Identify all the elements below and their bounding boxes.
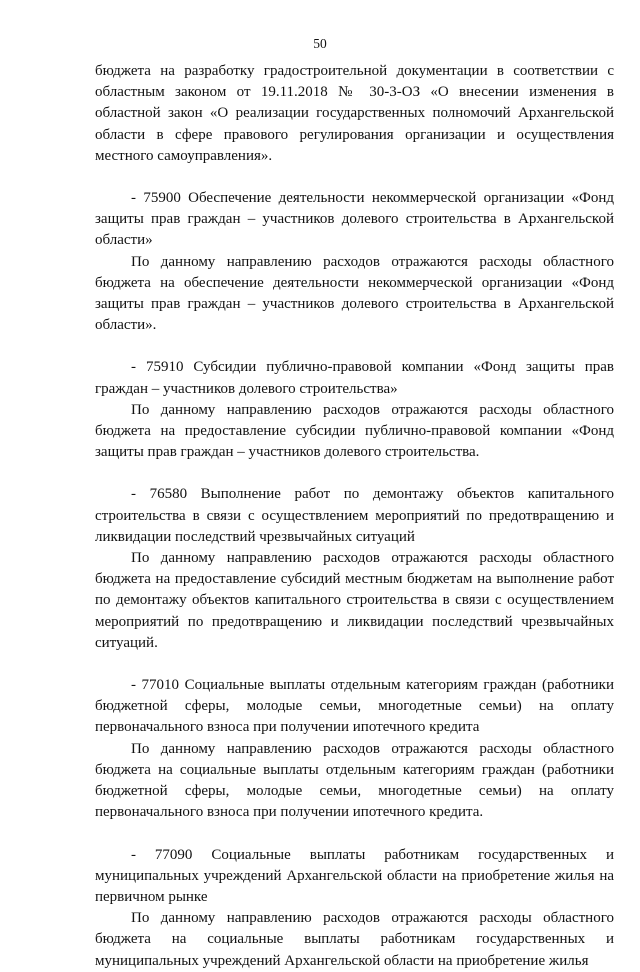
paragraph-75910: По данному направлению расходов отражаются расходы областного бюджета на предоставление субсидии публично-правовой компании «Фонд защиты прав граждан – участников долевого строительства. <box>95 401 614 461</box>
paragraph-75900: По данному направлению расходов отражаются расходы областного бюджета на обеспечение деятельности некоммерческой организации «Фонд защиты прав граждан – участников долевого строительства в Архангельской области». <box>95 253 614 334</box>
paragraph-gap <box>95 654 614 675</box>
paragraph-gap <box>95 463 614 484</box>
paragraph-gap <box>95 167 614 188</box>
page-number: 50 <box>313 36 327 51</box>
document-body <box>95 61 614 972</box>
heading-77010: - 77010 Социальные выплаты отдельным категориям граждан (работники бюджетной сферы, молодые семьи, многодетные семьи) на оплату первоначального взноса при получении ипотечного кредита <box>95 677 614 736</box>
paragraph-gap <box>95 336 614 357</box>
paragraph-77010: По данному направлению расходов отражаются расходы областного бюджета на социальные выплаты отдельным категориям граждан (работники бюджетной сферы, молодые семьи, многодетные семьи) на оплату первоначального взноса при получении ипотечного кредита. <box>95 740 614 821</box>
paragraph-76580: По данному направлению расходов отражаются расходы областного бюджета на предоставление субсидий местным бюджетам на выполнение работ по демонтажу объектов капитального строительства в связи с осуществлением мероприятий по предотвращению и ликвидации последствий чрезвычайных ситуаций. <box>95 550 614 651</box>
paragraph-77090: По данному направлению расходов отражаются расходы областного бюджета на социальные выплаты работникам государственных и муниципальных учреждений Архангельской области на приобретение жилья <box>95 910 614 969</box>
heading-77090: - 77090 Социальные выплаты работникам государственных и муниципальных учреждений Архангельской области на приобретение жилья на первичном рынке <box>95 846 614 905</box>
paragraph-continuation: бюджета на разработку градостроительной документации в соответствии с областным законом от 19.11.2018 № 30-3-ОЗ «О внесении изменения в областной закон «О реализации государственных полномочий Архангельской области в сфере правового регулирования организации и осуществления местного самоуправления». <box>95 63 614 164</box>
heading-76580: - 76580 Выполнение работ по демонтажу объектов капитального строительства в связи с осуществлением мероприятий по предотвращению и ликвидации последствий чрезвычайных ситуаций <box>95 486 614 545</box>
heading-75900: - 75900 Обеспечение деятельности некоммерческой организации «Фонд защиты прав граждан – участников долевого строительства в Архангельской области» <box>95 190 614 249</box>
heading-75910: - 75910 Субсидии публично-правовой компании «Фонд защиты прав граждан – участников долевого строительства» <box>95 359 614 397</box>
paragraph-gap <box>95 824 614 845</box>
